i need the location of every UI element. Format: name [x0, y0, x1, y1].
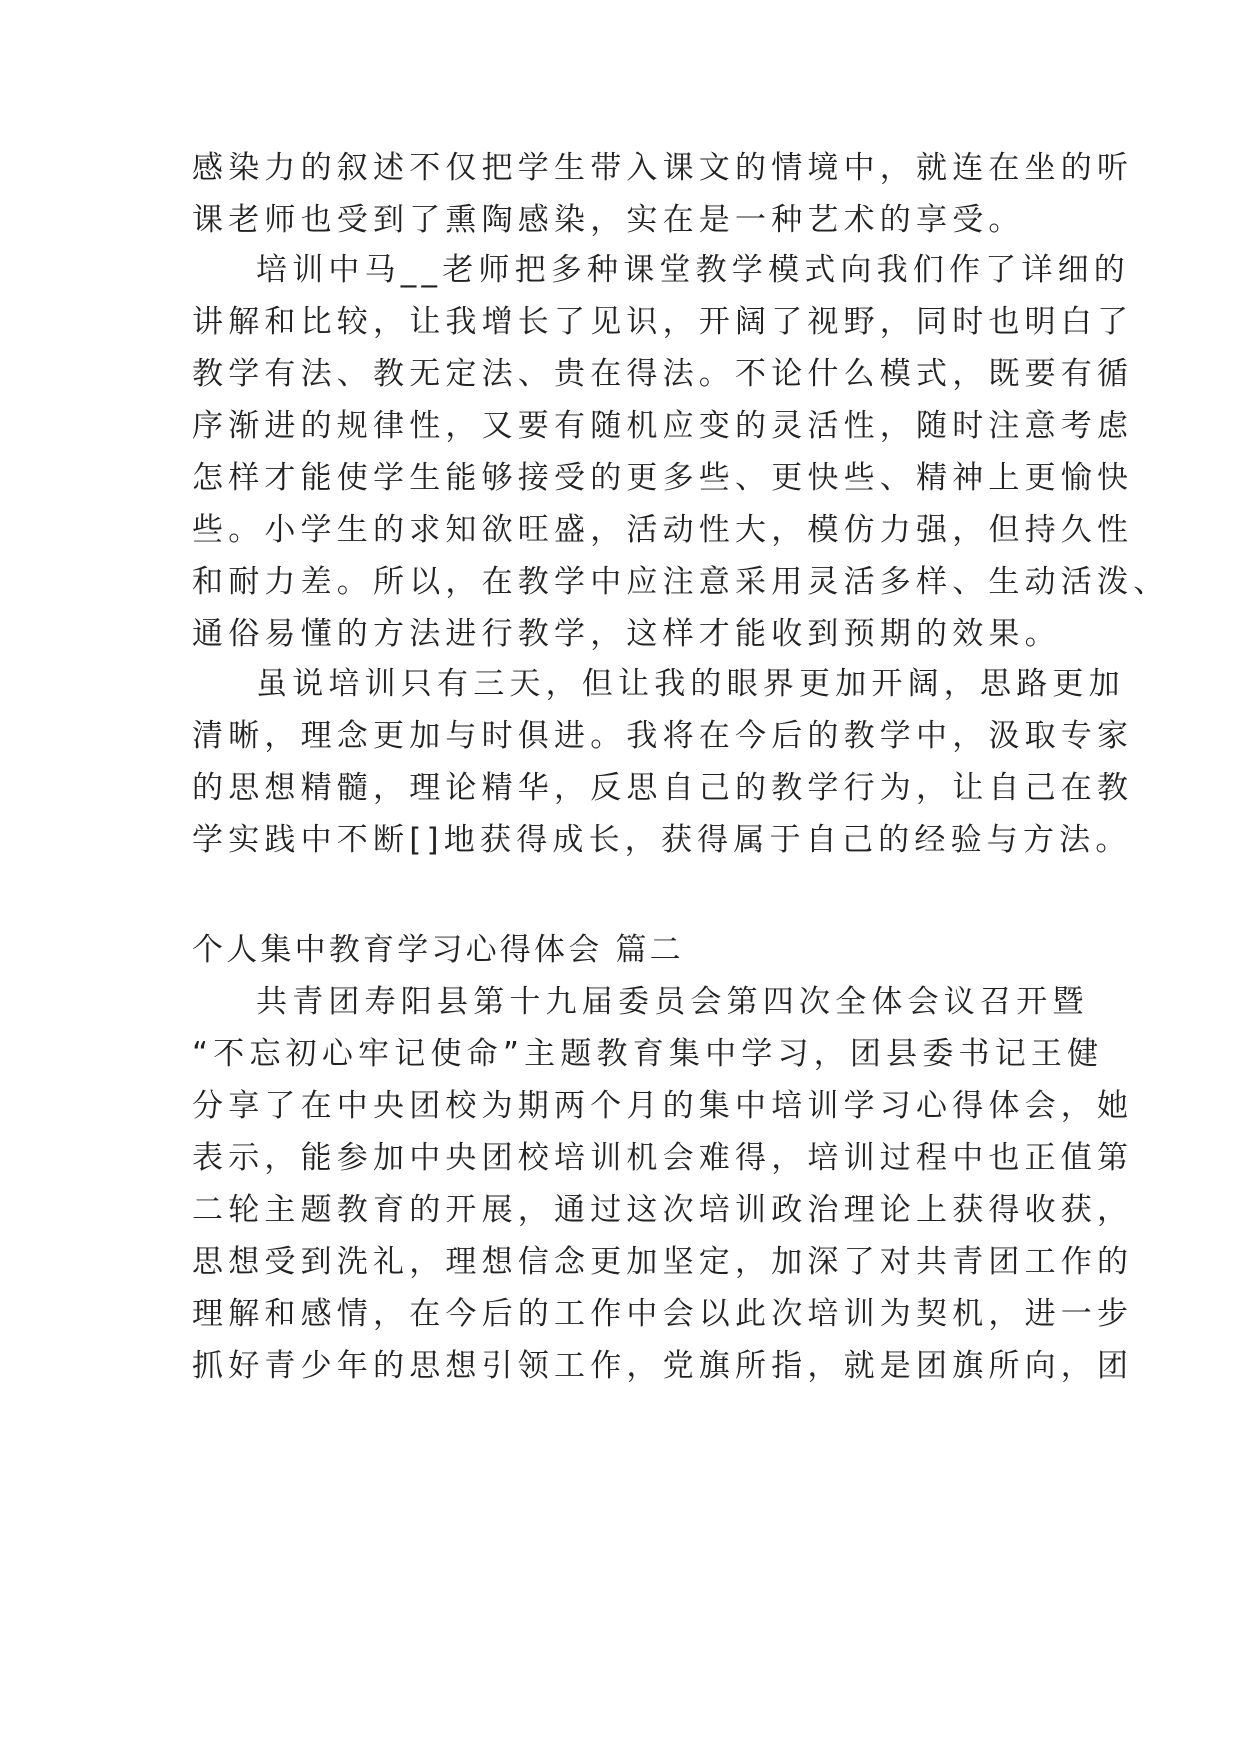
- paragraph-line: 理解和感情，在今后的工作中会以此次培训为契机，进一步: [192, 1296, 1134, 1332]
- paragraph-line: 和耐力差。所以，在教学中应注意采用灵活多样、生动活泼、: [192, 564, 1170, 600]
- paragraph-line: 些。小学生的求知欲旺盛，活动性大，模仿力强，但持久性: [192, 512, 1134, 548]
- paragraph-line: 的思想精髓，理论精华，反思自己的教学行为，让自己在教: [192, 770, 1134, 806]
- paragraph-line: 教学有法、教无定法、贵在得法。不论什么模式，既要有循: [192, 356, 1134, 392]
- paragraph-line: 抓好青少年的思想引领工作，党旗所指，就是团旗所向，团: [192, 1348, 1134, 1384]
- paragraph-line: 通俗易懂的方法进行教学，这样才能收到预期的效果。: [192, 616, 1061, 652]
- paragraph-line: 课老师也受到了熏陶感染，实在是一种艺术的享受。: [192, 202, 1025, 238]
- paragraph-line: 讲解和比较，让我增长了见识，开阔了视野，同时也明白了: [192, 304, 1134, 340]
- paragraph-line: 怎样才能使学生能够接受的更多些、更快些、精神上更愉快: [192, 460, 1134, 496]
- paragraph-line: 二轮主题教育的开展，通过这次培训政治理论上获得收获，: [192, 1192, 1134, 1228]
- paragraph-line: “不忘初心牢记使命”主题教育集中学习，团县委书记王健: [192, 1036, 1104, 1072]
- paragraph-line: 清晰，理念更加与时俱进。我将在今后的教学中，汲取专家: [192, 718, 1134, 754]
- paragraph-first-line: 虽说培训只有三天，但让我的眼界更加开阔，思路更加: [256, 666, 1125, 702]
- paragraph-line: 感染力的叙述不仅把学生带入课文的情境中，就连在坐的听: [192, 150, 1134, 186]
- paragraph-line: 思想受到洗礼，理想信念更加坚定，加深了对共青团工作的: [192, 1244, 1134, 1280]
- paragraph-line: 分享了在中央团校为期两个月的集中培训学习心得体会，她: [192, 1088, 1134, 1124]
- paragraph-line: 表示，能参加中央团校培训机会难得，培训过程中也正值第: [192, 1140, 1134, 1176]
- paragraph-first-line: 共青团寿阳县第十九届委员会第四次全体会议召开暨: [256, 984, 1089, 1020]
- paragraph-line: 学实践中不断[]地获得成长，获得属于自己的经验与方法。: [192, 822, 1132, 858]
- paragraph-first-line: 培训中马__老师把多种课堂教学模式向我们作了详细的: [256, 252, 1130, 288]
- section-heading: 个人集中教育学习心得体会 篇二: [192, 932, 684, 968]
- paragraph-line: 序渐进的规律性，又要有随机应变的灵活性，随时注意考虑: [192, 408, 1134, 444]
